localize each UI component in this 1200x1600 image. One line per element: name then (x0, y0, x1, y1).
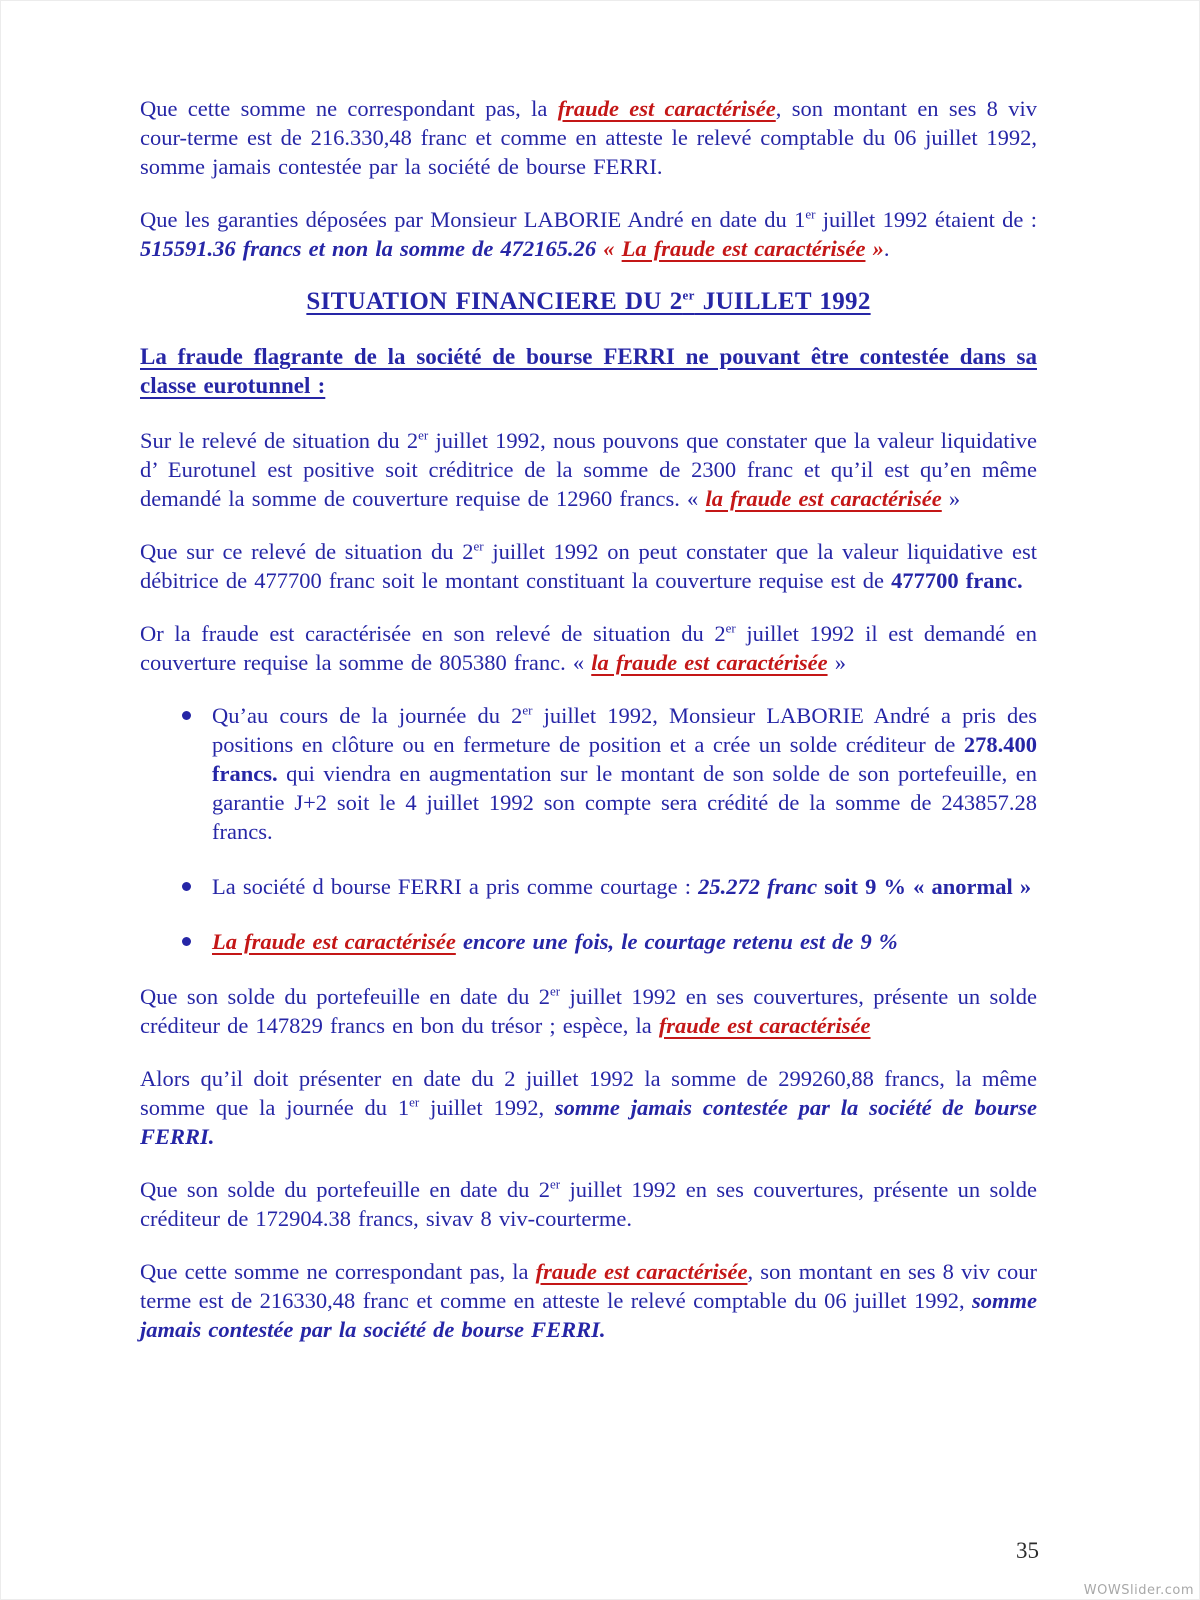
text-run: Alors qu’il doit présenter en date du 2 juillet 1992 la somme de 299260,88 francs, la même somme que la journée du 1 (140, 1066, 1037, 1120)
sub-heading (140, 342, 1037, 400)
text-run: » (941, 486, 961, 511)
document-body (140, 94, 1037, 1368)
paragraph (140, 94, 1037, 181)
superscript-ordinal: er (418, 427, 429, 443)
superscript-ordinal: er (805, 206, 816, 222)
text-run: Sur le relevé de situation du 2 (140, 428, 419, 453)
fraud-highlight-text: La fraude est caractérisée (212, 929, 456, 954)
text-run: juillet 1992 on peut constater que la valeur liquidative est débitrice de 477700 franc soit le montant constituant la couverture requise est de (140, 539, 1037, 593)
bullet-text (212, 872, 1037, 901)
text-run: Que cette somme ne correspondant pas, la (140, 1259, 536, 1284)
fraud-highlight-text: fraude est caractérisée (535, 1259, 748, 1284)
superscript-ordinal: er (473, 538, 484, 554)
bullet-item (140, 927, 1037, 956)
fraud-highlight-text: fraude est caractérisée (658, 1013, 871, 1038)
fraud-highlight-text: La fraude est caractérisée (621, 236, 866, 261)
fraud-highlight-text: la fraude est caractérisée (591, 650, 828, 675)
bullet-item (140, 701, 1037, 846)
fraud-highlight-text: fraude est caractérisée (557, 96, 776, 121)
paragraph (140, 619, 1037, 677)
paragraph (140, 426, 1037, 513)
superscript-ordinal: er (682, 287, 695, 303)
text-run: Que les garanties déposées par Monsieur LABORIE André en date du 1 (140, 207, 806, 232)
bullet-icon (182, 882, 191, 891)
text-run: . (883, 236, 890, 261)
bold-italic-text-run: 25.272 franc (698, 874, 818, 899)
superscript-ordinal: er (522, 702, 533, 718)
text-run: Que son solde du portefeuille en date du 2 (140, 1177, 551, 1202)
text-run: juillet 1992 étaient de : (815, 207, 1037, 232)
text-run: juillet 1992 il est demandé en couverture requise la somme de 805380 franc. « (140, 621, 1038, 675)
paragraph (140, 1064, 1037, 1151)
bold-italic-text-run: somme jamais contestée par la société de bourse FERRI. (140, 1095, 1038, 1149)
text-run: juillet 1992, nous pouvons que constater que la valeur liquidative d’ Eurotunel est positive soit créditrice de la somme de 2300 franc et qu’il est qu’en même demandé la somme de couverture requise de 12960 francs. « (140, 428, 1037, 511)
bold-italic-text-run: 515591.36 francs et non la somme de 472165.26 (140, 236, 604, 261)
text-run: juillet 1992 en ses couvertures, présente un solde créditeur de 172904.38 francs, sivav 8 viv-courterme. (140, 1177, 1037, 1231)
bullet-item (140, 872, 1037, 901)
sub-heading-text (140, 344, 1037, 398)
text-run: , son montant en ses 8 viv cour-terme est de 216.330,48 franc et comme en atteste le relevé comptable du 06 juillet 1992, somme jamais contestée par la société de bourse FERRI. (140, 96, 1037, 179)
text-run: Que son solde du portefeuille en date du 2 (140, 984, 551, 1009)
bold-text-run: soit 9 % « anormal » (824, 874, 1032, 899)
text-run: Or la fraude est caractérisée en son relevé de situation du 2 (140, 621, 726, 646)
superscript-ordinal: er (725, 620, 736, 636)
superscript-ordinal: er (550, 1176, 561, 1192)
text-run: juillet 1992, (419, 1095, 555, 1120)
superscript-ordinal: er (550, 983, 561, 999)
bullet-text (212, 927, 1037, 956)
fraud-highlight-text: la fraude est caractérisée (705, 486, 942, 511)
red-quote-mark: « (603, 236, 622, 261)
bullet-icon (182, 937, 191, 946)
superscript-ordinal: er (409, 1094, 420, 1110)
paragraph (140, 1175, 1037, 1233)
red-quote-mark: » (865, 236, 884, 261)
paragraph (140, 982, 1037, 1040)
text-run: juillet 1992 en ses couvertures, présente un solde créditeur de 147829 francs en bon du trésor ; espèce, la (140, 984, 1037, 1038)
paragraph (140, 1257, 1037, 1344)
text-run: Qu’au cours de la journée du 2 (212, 703, 523, 728)
text-run: Que sur ce relevé de situation du 2 (140, 539, 474, 564)
text-run: qui viendra en augmentation sur le montant de son solde de son portefeuille, en garantie J+2 soit le 4 juillet 1992 son compte sera crédité de la somme de 243857.28 francs. (212, 761, 1037, 844)
text-run: JUILLET 1992 (694, 288, 871, 315)
bold-text-run: 477700 franc. (891, 568, 1023, 593)
bold-text-run: 278.400 francs. (212, 732, 1037, 786)
bullet-text (212, 701, 1037, 846)
page-number: 35 (1016, 1538, 1039, 1563)
watermark-label: WOWSlider.com (1083, 1583, 1194, 1598)
text-run: La fraude flagrante de la société de bourse FERRI ne pouvant être contestée dans sa classe eurotunnel : (140, 344, 1037, 398)
paragraph (140, 205, 1037, 263)
text-run: , son montant en ses 8 viv cour terme est de 216330,48 franc et comme en atteste le relevé comptable du 06 juillet 1992, (140, 1259, 1037, 1313)
text-run: La société d bourse FERRI a pris comme courtage : (212, 874, 699, 899)
bullet-icon (182, 711, 191, 720)
bold-italic-text-run: encore une fois, le courtage retenu est de 9 % (455, 929, 898, 954)
paragraph (140, 537, 1037, 595)
section-heading-text (306, 288, 870, 315)
text-run: Que cette somme ne correspondant pas, la (140, 96, 558, 121)
bold-italic-text-run: somme jamais contestée par la société de bourse FERRI. (140, 1288, 1037, 1342)
section-heading (140, 287, 1037, 316)
text-run: SITUATION FINANCIERE DU 2 (306, 288, 683, 315)
text-run: juillet 1992, Monsieur LABORIE André a pris des positions en clôture ou en fermeture de position et a crée un solde créditeur de (212, 703, 1037, 757)
text-run: » (827, 650, 846, 675)
